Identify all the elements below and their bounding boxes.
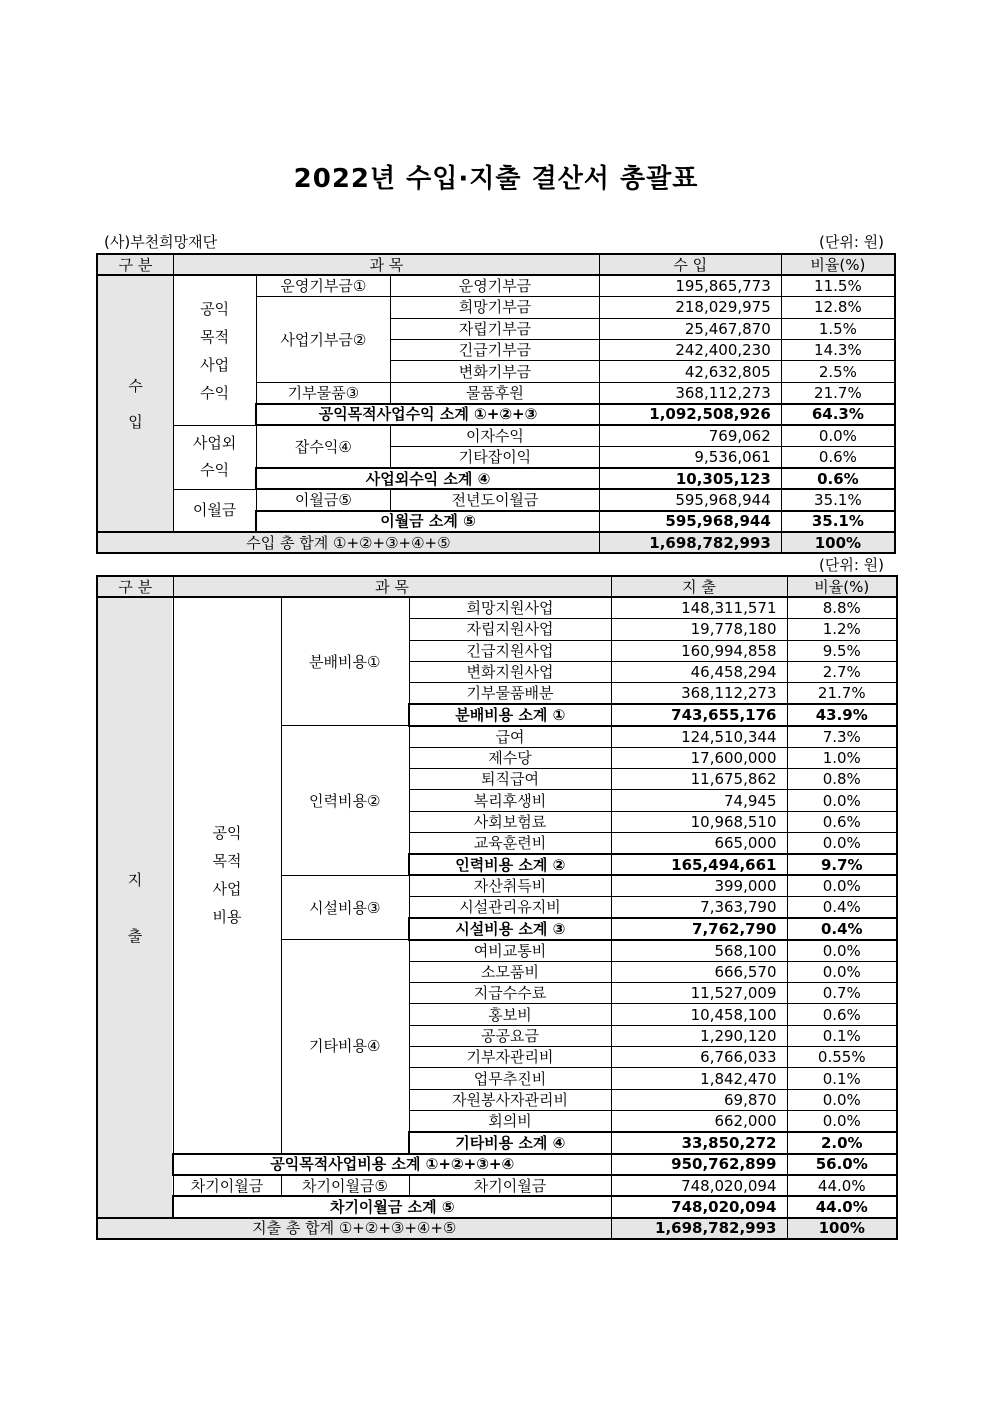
- header-gubun: 구 분: [97, 254, 173, 275]
- expense-amount: 662,000: [611, 1111, 787, 1132]
- expense-item: 퇴직급여: [409, 769, 611, 790]
- total-ratio: 100%: [787, 1218, 897, 1239]
- expense-item: 긴급지원사업: [409, 640, 611, 661]
- expense-ratio: 0.7%: [787, 982, 897, 1003]
- expense-amount: 568,100: [611, 940, 787, 961]
- income-ratio: 11.5%: [781, 275, 895, 296]
- expense-amount: 160,994,858: [611, 640, 787, 661]
- expense-ratio: 0.0%: [787, 1111, 897, 1132]
- income-item: 기타잡이익: [391, 447, 600, 468]
- subtotal-label: 공익목적사업수익 소계 ①+②+③: [256, 404, 599, 425]
- income-nonbiz-group: 사업외 수익: [173, 425, 256, 489]
- subtotal-label: 공익목적사업비용 소계 ①+②+③+④: [173, 1154, 611, 1175]
- expense-amount: 1,842,470: [611, 1068, 787, 1089]
- expense-ratio: 0.0%: [787, 875, 897, 896]
- expense-amount: 6,766,033: [611, 1047, 787, 1068]
- unit-label-expense: (단위: 원): [819, 556, 884, 574]
- subtotal-amount: 7,762,790: [611, 918, 787, 939]
- subtotal-ratio: 64.3%: [781, 404, 895, 425]
- income-ratio: 0.0%: [781, 425, 895, 446]
- income-item: 전년도이월금: [391, 489, 600, 510]
- expense-amount: 666,570: [611, 961, 787, 982]
- income-amount: 368,112,273: [599, 382, 781, 403]
- subtotal-ratio: 9.7%: [787, 854, 897, 875]
- expense-item: 제수당: [409, 747, 611, 768]
- expense-amount: 748,020,094: [611, 1175, 787, 1196]
- expense-ratio: 44.0%: [787, 1175, 897, 1196]
- expense-ratio: 0.0%: [787, 961, 897, 982]
- header-gwamok: 과 목: [173, 576, 611, 597]
- table-row: [97, 597, 897, 618]
- header-ratio: 비율(%): [787, 576, 897, 597]
- expense-ratio: 21.7%: [787, 683, 897, 704]
- income-section-label: 수 입: [97, 275, 173, 532]
- expense-item: 자원봉사자관리비: [409, 1089, 611, 1110]
- expense-amount: 148,311,571: [611, 597, 787, 618]
- expense-item: 여비교통비: [409, 940, 611, 961]
- expense-item: 변화지원사업: [409, 662, 611, 683]
- income-item: 운영기부금: [391, 275, 600, 296]
- expense-ratio: 9.5%: [787, 640, 897, 661]
- expense-item: 홍보비: [409, 1004, 611, 1025]
- income-amount: 769,062: [599, 425, 781, 446]
- page-title: 2022년 수입·지출 결산서 총괄표: [293, 164, 699, 194]
- income-table: [96, 253, 896, 554]
- header-gubun: 구 분: [97, 576, 173, 597]
- header-ratio: 비율(%): [781, 254, 895, 275]
- expense-amount: 19,778,180: [611, 619, 787, 640]
- expense-item: 자산취득비: [409, 875, 611, 896]
- expense-group-name: 인력비용②: [281, 726, 409, 876]
- expense-item: 사회보험료: [409, 811, 611, 832]
- income-header-row: [97, 254, 895, 275]
- expense-amount: 11,527,009: [611, 982, 787, 1003]
- total-amount: 1,698,782,993: [611, 1218, 787, 1239]
- expense-ratio: 0.1%: [787, 1025, 897, 1046]
- subtotal-amount: 10,305,123: [599, 468, 781, 489]
- subtotal-label: 차기이월금 소계 ⑤: [173, 1196, 611, 1217]
- expense-item: 공공요금: [409, 1025, 611, 1046]
- income-ratio: 12.8%: [781, 297, 895, 318]
- expense-item: 자립지원사업: [409, 619, 611, 640]
- income-ratio: 21.7%: [781, 382, 895, 403]
- total-amount: 1,698,782,993: [599, 532, 781, 553]
- expense-amount: 368,112,273: [611, 683, 787, 704]
- total-label: 지출 총 합계 ①+②+③+④+⑤: [97, 1218, 611, 1239]
- expense-ratio: 0.0%: [787, 833, 897, 854]
- unit-label: (단위: 원): [819, 233, 884, 251]
- expense-ratio: 0.55%: [787, 1047, 897, 1068]
- expense-amount: 665,000: [611, 833, 787, 854]
- income-amount: 242,400,230: [599, 340, 781, 361]
- income-item: 변화기부금: [391, 361, 600, 382]
- total-ratio: 100%: [781, 532, 895, 553]
- expense-item: 기부자관리비: [409, 1047, 611, 1068]
- subtotal-amount: 1,092,508,926: [599, 404, 781, 425]
- expense-item: 복리후생비: [409, 790, 611, 811]
- organization-name: (사)부천희망재단: [104, 233, 218, 251]
- expense-amount: 1,290,120: [611, 1025, 787, 1046]
- total-label: 수입 총 합계 ①+②+③+④+⑤: [97, 532, 599, 553]
- subtotal-label: 이월금 소계 ⑤: [256, 511, 599, 532]
- expense-amount: 46,458,294: [611, 662, 787, 683]
- expense-amount: 399,000: [611, 875, 787, 896]
- expense-group-name: 시설비용③: [281, 875, 409, 939]
- expense-table: [96, 575, 898, 1240]
- expense-amount: 11,675,862: [611, 769, 787, 790]
- expense-item: 소모품비: [409, 961, 611, 982]
- income-ratio: 2.5%: [781, 361, 895, 382]
- expense-ratio: 8.8%: [787, 597, 897, 618]
- subtotal-amount: 165,494,661: [611, 854, 787, 875]
- income-amount: 42,632,805: [599, 361, 781, 382]
- expense-section-label: 지 출: [97, 597, 173, 1217]
- expense-ratio: 2.7%: [787, 662, 897, 683]
- expense-item: 회의비: [409, 1111, 611, 1132]
- expense-group-name: 분배비용①: [281, 597, 409, 725]
- subtotal-ratio: 35.1%: [781, 511, 895, 532]
- income-ratio: 1.5%: [781, 318, 895, 339]
- expense-ratio: 0.6%: [787, 1004, 897, 1025]
- income-item: 희망기부금: [391, 297, 600, 318]
- expense-ratio: 0.0%: [787, 1089, 897, 1110]
- income-amount: 9,536,061: [599, 447, 781, 468]
- income-item: 물품후원: [391, 382, 600, 403]
- expense-item: 급여: [409, 726, 611, 747]
- expense-ratio: 0.6%: [787, 811, 897, 832]
- header-gwamok: 과 목: [173, 254, 599, 275]
- subtotal-label: 기타비용 소계 ④: [409, 1132, 611, 1153]
- total-row: [97, 532, 895, 553]
- subtotal-ratio: 44.0%: [787, 1196, 897, 1217]
- expense-ratio: 1.2%: [787, 619, 897, 640]
- expense-item: 희망지원사업: [409, 597, 611, 618]
- income-biz-group: 사업기부금②: [256, 297, 390, 383]
- expense-item: 차기이월금: [409, 1175, 611, 1196]
- subtotal-row: [97, 1196, 897, 1217]
- subtotal-ratio: 56.0%: [787, 1154, 897, 1175]
- expense-item: 업무추진비: [409, 1068, 611, 1089]
- income-goods-group: 기부물품③: [256, 382, 390, 403]
- expense-public-group: 공익 목적 사업 비용: [173, 597, 281, 1153]
- income-item: 이자수익: [391, 425, 600, 446]
- subtotal-ratio: 43.9%: [787, 704, 897, 725]
- table-row: [97, 275, 895, 296]
- expense-ratio: 7.3%: [787, 726, 897, 747]
- table-row: [97, 1175, 897, 1196]
- income-item: 자립기부금: [391, 318, 600, 339]
- income-ratio: 35.1%: [781, 489, 895, 510]
- subtotal-amount: 595,968,944: [599, 511, 781, 532]
- subtotal-amount: 748,020,094: [611, 1196, 787, 1217]
- expense-item: 시설관리유지비: [409, 897, 611, 918]
- subtotal-ratio: 2.0%: [787, 1132, 897, 1153]
- expense-amount: 74,945: [611, 790, 787, 811]
- expense-ratio: 0.1%: [787, 1068, 897, 1089]
- subtotal-amount: 950,762,899: [611, 1154, 787, 1175]
- income-carry-sub: 이월금⑤: [256, 489, 390, 510]
- expense-amount: 10,968,510: [611, 811, 787, 832]
- expense-header-row: [97, 576, 897, 597]
- subtotal-label: 인력비용 소계 ②: [409, 854, 611, 875]
- subtotal-label: 시설비용 소계 ③: [409, 918, 611, 939]
- expense-carry-sub: 차기이월금⑤: [281, 1175, 409, 1196]
- table-row: [97, 489, 895, 510]
- income-item: 긴급기부금: [391, 340, 600, 361]
- subtotal-label: 분배비용 소계 ①: [409, 704, 611, 725]
- expense-ratio: 0.0%: [787, 790, 897, 811]
- header-amount: 지 출: [611, 576, 787, 597]
- expense-ratio: 0.0%: [787, 940, 897, 961]
- income-misc-group: 잡수익④: [256, 425, 390, 468]
- income-carry-group: 이월금: [173, 489, 256, 532]
- expense-item: 지급수수료: [409, 982, 611, 1003]
- expense-item: 기부물품배분: [409, 683, 611, 704]
- expense-ratio: 0.4%: [787, 897, 897, 918]
- income-amount: 195,865,773: [599, 275, 781, 296]
- expense-amount: 10,458,100: [611, 1004, 787, 1025]
- income-amount: 25,467,870: [599, 318, 781, 339]
- expense-ratio: 1.0%: [787, 747, 897, 768]
- expense-amount: 69,870: [611, 1089, 787, 1110]
- header-amount: 수 입: [599, 254, 781, 275]
- expense-amount: 7,363,790: [611, 897, 787, 918]
- subtotal-amount: 33,850,272: [611, 1132, 787, 1153]
- income-public-group: 공익 목적 사업 수익: [173, 275, 256, 425]
- income-amount: 595,968,944: [599, 489, 781, 510]
- expense-amount: 124,510,344: [611, 726, 787, 747]
- total-row: [97, 1218, 897, 1239]
- subtotal-ratio: 0.6%: [781, 468, 895, 489]
- subtotal-amount: 743,655,176: [611, 704, 787, 725]
- subtotal-ratio: 0.4%: [787, 918, 897, 939]
- income-ratio: 0.6%: [781, 447, 895, 468]
- income-amount: 218,029,975: [599, 297, 781, 318]
- expense-carry-group: 차기이월금: [173, 1175, 281, 1196]
- subtotal-row: [97, 1154, 897, 1175]
- expense-ratio: 0.8%: [787, 769, 897, 790]
- expense-item: 교육훈련비: [409, 833, 611, 854]
- expense-group-name: 기타비용④: [281, 940, 409, 1154]
- expense-amount: 17,600,000: [611, 747, 787, 768]
- income-ratio: 14.3%: [781, 340, 895, 361]
- subtotal-label: 사업외수익 소계 ④: [256, 468, 599, 489]
- income-op-group: 운영기부금①: [256, 275, 390, 296]
- table-row: [97, 425, 895, 446]
